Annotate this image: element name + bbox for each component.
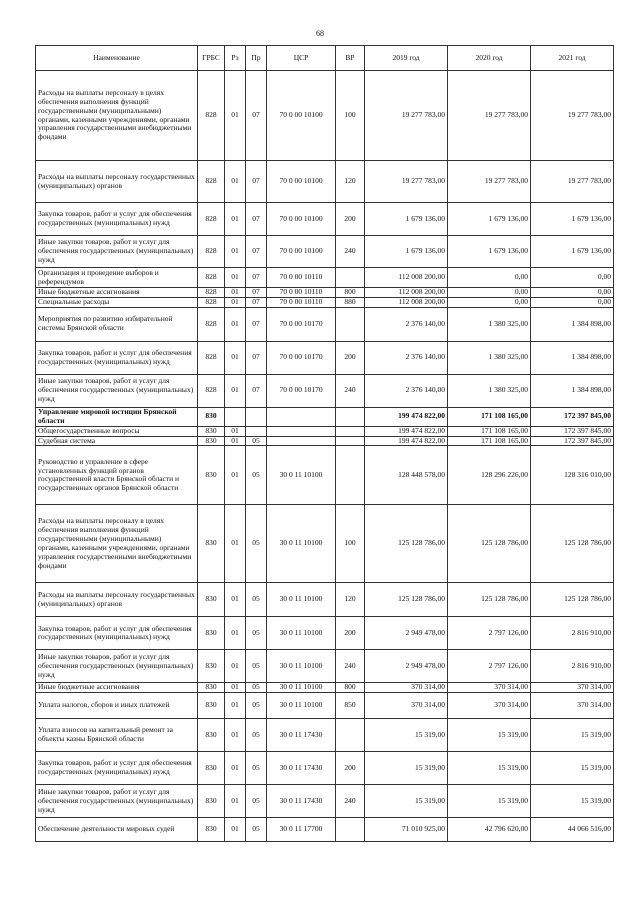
cell-csr: 70 0 00 10110 — [267, 288, 336, 298]
cell-rz — [225, 407, 246, 426]
cell-grbs: 828 — [198, 297, 225, 307]
cell-2021: 128 316 010,00 — [531, 446, 614, 505]
table-row — [36, 583, 614, 617]
cell-2019: 19 277 783,00 — [365, 71, 448, 161]
cell-rz: 01 — [225, 505, 246, 583]
cell-csr: 70 0 00 10100 — [267, 203, 336, 236]
cell-grbs: 830 — [198, 752, 225, 785]
cell-rz: 01 — [225, 683, 246, 693]
cell-vr: 880 — [336, 297, 365, 307]
cell-rz: 01 — [225, 268, 246, 288]
cell-rz: 01 — [225, 818, 246, 842]
cell-2019: 2 376 140,00 — [365, 307, 448, 341]
cell-pr — [246, 426, 267, 436]
cell-vr — [336, 426, 365, 436]
cell-2021: 172 397 845,00 — [531, 407, 614, 426]
cell-grbs: 828 — [198, 236, 225, 268]
cell-grbs: 830 — [198, 583, 225, 617]
cell-rz: 01 — [225, 752, 246, 785]
cell-rz: 01 — [225, 650, 246, 683]
cell-2020: 15 319,00 — [448, 719, 531, 752]
cell-2020: 42 796 620,00 — [448, 818, 531, 842]
table-row — [36, 288, 614, 298]
cell-2020: 171 108 165,00 — [448, 407, 531, 426]
cell-2020: 0,00 — [448, 288, 531, 298]
header-2020: 2020 год — [448, 46, 531, 71]
cell-rz: 01 — [225, 583, 246, 617]
cell-2019: 1 679 136,00 — [365, 203, 448, 236]
cell-grbs: 830 — [198, 407, 225, 426]
header-grbs: ГРБС — [198, 46, 225, 71]
cell-vr: 200 — [336, 203, 365, 236]
cell-rz: 01 — [225, 719, 246, 752]
cell-2019: 199 474 822,00 — [365, 426, 448, 436]
cell-csr: 30 0 11 10100 — [267, 683, 336, 693]
cell-2021: 2 816 910,00 — [531, 650, 614, 683]
cell-csr — [267, 436, 336, 446]
table-row — [36, 617, 614, 650]
table-row — [36, 297, 614, 307]
cell-2020: 15 319,00 — [448, 752, 531, 785]
cell-csr: 70 0 00 10170 — [267, 341, 336, 374]
cell-csr — [267, 407, 336, 426]
cell-2021: 0,00 — [531, 297, 614, 307]
cell-vr: 240 — [336, 650, 365, 683]
cell-2019: 19 277 783,00 — [365, 161, 448, 203]
cell-2020: 1 380 325,00 — [448, 307, 531, 341]
cell-2019: 15 319,00 — [365, 785, 448, 818]
cell-2021: 0,00 — [531, 268, 614, 288]
cell-2020: 15 319,00 — [448, 785, 531, 818]
cell-2020: 1 679 136,00 — [448, 236, 531, 268]
cell-grbs: 828 — [198, 288, 225, 298]
cell-2021: 1 384 898,00 — [531, 307, 614, 341]
cell-2019: 125 128 786,00 — [365, 505, 448, 583]
cell-pr: 07 — [246, 341, 267, 374]
header-csr: ЦСР — [267, 46, 336, 71]
table-row — [36, 650, 614, 683]
cell-2019: 2 376 140,00 — [365, 341, 448, 374]
cell-pr: 05 — [246, 436, 267, 446]
cell-rz: 01 — [225, 161, 246, 203]
cell-vr — [336, 307, 365, 341]
table-row — [36, 752, 614, 785]
cell-rz: 01 — [225, 203, 246, 236]
cell-rz: 01 — [225, 436, 246, 446]
cell-2019: 370 314,00 — [365, 693, 448, 719]
cell-2020: 2 797 126,00 — [448, 650, 531, 683]
header-2019: 2019 год — [365, 46, 448, 71]
table-row — [36, 505, 614, 583]
table-row — [36, 785, 614, 818]
cell-grbs: 830 — [198, 693, 225, 719]
cell-2020: 0,00 — [448, 268, 531, 288]
cell-grbs: 828 — [198, 203, 225, 236]
cell-name: Закупка товаров, работ и услуг для обеспечения государственных (муниципальных) нужд — [36, 752, 198, 785]
cell-2021: 15 319,00 — [531, 719, 614, 752]
cell-2019: 199 474 822,00 — [365, 407, 448, 426]
cell-vr: 100 — [336, 71, 365, 161]
cell-vr: 240 — [336, 374, 365, 407]
cell-2021: 1 679 136,00 — [531, 203, 614, 236]
cell-vr — [336, 818, 365, 842]
cell-2021: 370 314,00 — [531, 683, 614, 693]
cell-2020: 125 128 786,00 — [448, 505, 531, 583]
cell-grbs: 828 — [198, 268, 225, 288]
cell-grbs: 828 — [198, 71, 225, 161]
cell-vr: 120 — [336, 583, 365, 617]
cell-pr: 07 — [246, 236, 267, 268]
cell-pr: 05 — [246, 719, 267, 752]
cell-2020: 1 380 325,00 — [448, 341, 531, 374]
cell-vr: 800 — [336, 288, 365, 298]
cell-2021: 15 319,00 — [531, 752, 614, 785]
cell-csr: 30 0 11 17430 — [267, 785, 336, 818]
cell-name: Мероприятия по развитию избирательной системы Брянской области — [36, 307, 198, 341]
cell-2020: 370 314,00 — [448, 683, 531, 693]
table-row — [36, 407, 614, 426]
cell-2020: 171 108 165,00 — [448, 426, 531, 436]
cell-name: Закупка товаров, работ и услуг для обеспечения государственных (муниципальных) нужд — [36, 203, 198, 236]
cell-grbs: 830 — [198, 650, 225, 683]
cell-2020: 19 277 783,00 — [448, 71, 531, 161]
cell-2021: 1 384 898,00 — [531, 374, 614, 407]
cell-grbs: 830 — [198, 426, 225, 436]
header-2021: 2021 год — [531, 46, 614, 71]
cell-grbs: 830 — [198, 818, 225, 842]
table-row — [36, 683, 614, 693]
table-row — [36, 693, 614, 719]
cell-name: Специальные расходы — [36, 297, 198, 307]
cell-2020: 0,00 — [448, 297, 531, 307]
table-row — [36, 161, 614, 203]
cell-rz: 01 — [225, 374, 246, 407]
cell-grbs: 828 — [198, 307, 225, 341]
cell-vr: 850 — [336, 693, 365, 719]
cell-2019: 2 376 140,00 — [365, 374, 448, 407]
cell-vr: 100 — [336, 505, 365, 583]
cell-2021: 1 679 136,00 — [531, 236, 614, 268]
cell-csr: 30 0 11 10100 — [267, 446, 336, 505]
cell-pr: 07 — [246, 374, 267, 407]
cell-csr: 30 0 11 10100 — [267, 583, 336, 617]
cell-pr: 05 — [246, 683, 267, 693]
table-row — [36, 71, 614, 161]
cell-pr: 05 — [246, 693, 267, 719]
cell-2019: 112 008 200,00 — [365, 288, 448, 298]
cell-grbs: 830 — [198, 719, 225, 752]
cell-name: Закупка товаров, работ и услуг для обеспечения государственных (муниципальных) нужд — [36, 341, 198, 374]
table-row — [36, 307, 614, 341]
cell-2019: 128 448 578,00 — [365, 446, 448, 505]
cell-rz: 01 — [225, 617, 246, 650]
cell-2021: 0,00 — [531, 288, 614, 298]
cell-pr: 05 — [246, 617, 267, 650]
cell-vr: 240 — [336, 236, 365, 268]
cell-2020: 125 128 786,00 — [448, 583, 531, 617]
cell-pr: 05 — [246, 752, 267, 785]
cell-2019: 15 319,00 — [365, 719, 448, 752]
cell-csr: 70 0 00 10110 — [267, 268, 336, 288]
cell-name: Иные бюджетные ассигнования — [36, 288, 198, 298]
cell-2019: 71 010 925,00 — [365, 818, 448, 842]
cell-2021: 172 397 845,00 — [531, 436, 614, 446]
cell-csr: 30 0 11 10100 — [267, 693, 336, 719]
header-pr: Пр — [246, 46, 267, 71]
cell-pr: 05 — [246, 650, 267, 683]
cell-2021: 44 066 516,00 — [531, 818, 614, 842]
cell-rz: 01 — [225, 288, 246, 298]
cell-2020: 370 314,00 — [448, 693, 531, 719]
table-header-row — [36, 46, 614, 71]
cell-grbs: 830 — [198, 785, 225, 818]
cell-rz: 01 — [225, 297, 246, 307]
cell-2019: 1 679 136,00 — [365, 236, 448, 268]
cell-name: Иные закупки товаров, работ и услуг для обеспечения государственных (муниципальных) нужд — [36, 650, 198, 683]
cell-name: Уплата налогов, сборов и иных платежей — [36, 693, 198, 719]
cell-2021: 370 314,00 — [531, 693, 614, 719]
cell-vr: 240 — [336, 785, 365, 818]
page-number: 68 — [316, 29, 324, 38]
cell-csr: 70 0 00 10100 — [267, 161, 336, 203]
cell-name: Руководство и управление в сфере установленных функций органов государственной власти Брянской области и государственных органов Брянской области — [36, 446, 198, 505]
cell-csr: 30 0 11 17700 — [267, 818, 336, 842]
cell-csr: 30 0 11 17430 — [267, 719, 336, 752]
table-row — [36, 341, 614, 374]
cell-rz: 01 — [225, 446, 246, 505]
cell-2020: 2 797 126,00 — [448, 617, 531, 650]
cell-csr: 30 0 11 10100 — [267, 650, 336, 683]
cell-2021: 125 128 786,00 — [531, 505, 614, 583]
cell-rz: 01 — [225, 341, 246, 374]
cell-2021: 125 128 786,00 — [531, 583, 614, 617]
cell-2021: 19 277 783,00 — [531, 161, 614, 203]
cell-csr: 70 0 00 10170 — [267, 374, 336, 407]
cell-name: Иные закупки товаров, работ и услуг для обеспечения государственных (муниципальных) нужд — [36, 785, 198, 818]
table-row — [36, 236, 614, 268]
cell-2021: 1 384 898,00 — [531, 341, 614, 374]
cell-pr: 05 — [246, 818, 267, 842]
cell-vr: 200 — [336, 617, 365, 650]
cell-pr: 05 — [246, 583, 267, 617]
cell-2021: 19 277 783,00 — [531, 71, 614, 161]
cell-rz: 01 — [225, 785, 246, 818]
cell-2021: 2 816 910,00 — [531, 617, 614, 650]
cell-csr: 70 0 00 10170 — [267, 307, 336, 341]
cell-grbs: 828 — [198, 161, 225, 203]
table-row — [36, 719, 614, 752]
cell-vr: 200 — [336, 341, 365, 374]
cell-vr: 200 — [336, 752, 365, 785]
cell-grbs: 830 — [198, 505, 225, 583]
cell-grbs: 830 — [198, 683, 225, 693]
cell-2019: 112 008 200,00 — [365, 268, 448, 288]
cell-2021: 15 319,00 — [531, 785, 614, 818]
cell-csr: 30 0 11 10100 — [267, 505, 336, 583]
cell-name: Расходы на выплаты персоналу в целях обеспечения выполнения функций государственными (муниципальными) органами, казенными учреждениями, органами управления государственными внебюджетными фондами — [36, 505, 198, 583]
table-row — [36, 818, 614, 842]
table-row — [36, 436, 614, 446]
header-rz: Рз — [225, 46, 246, 71]
cell-grbs: 828 — [198, 341, 225, 374]
budget-table — [35, 45, 614, 842]
cell-vr — [336, 446, 365, 505]
cell-rz: 01 — [225, 71, 246, 161]
cell-name: Обеспечение деятельности мировых судей — [36, 818, 198, 842]
cell-rz: 01 — [225, 236, 246, 268]
cell-name: Организация и проведение выборов и референдумов — [36, 268, 198, 288]
cell-2020: 171 108 165,00 — [448, 436, 531, 446]
cell-name: Общегосударственные вопросы — [36, 426, 198, 436]
cell-vr: 800 — [336, 683, 365, 693]
cell-pr: 05 — [246, 446, 267, 505]
cell-name: Управление мировой юстиции Брянской области — [36, 407, 198, 426]
cell-2020: 19 277 783,00 — [448, 161, 531, 203]
cell-name: Расходы на выплаты персоналу государственных (муниципальных) органов — [36, 583, 198, 617]
cell-2019: 15 319,00 — [365, 752, 448, 785]
table-row — [36, 203, 614, 236]
cell-vr: 120 — [336, 161, 365, 203]
cell-pr: 07 — [246, 268, 267, 288]
cell-2019: 2 949 478,00 — [365, 617, 448, 650]
table-row — [36, 426, 614, 436]
cell-grbs: 830 — [198, 446, 225, 505]
cell-2019: 125 128 786,00 — [365, 583, 448, 617]
cell-vr — [336, 407, 365, 426]
cell-name: Иные закупки товаров, работ и услуг для обеспечения государственных (муниципальных) нужд — [36, 236, 198, 268]
cell-pr: 07 — [246, 203, 267, 236]
table-row — [36, 446, 614, 505]
cell-csr: 70 0 00 10100 — [267, 236, 336, 268]
header-name: Наименование — [36, 46, 198, 71]
cell-vr — [336, 719, 365, 752]
cell-vr — [336, 436, 365, 446]
cell-name: Расходы на выплаты персоналу государственных (муниципальных) органов — [36, 161, 198, 203]
cell-pr: 07 — [246, 297, 267, 307]
table-body — [36, 71, 614, 842]
cell-csr: 30 0 11 17430 — [267, 752, 336, 785]
cell-csr: 70 0 00 10110 — [267, 297, 336, 307]
cell-rz: 01 — [225, 693, 246, 719]
cell-2019: 112 008 200,00 — [365, 297, 448, 307]
cell-csr: 30 0 11 10100 — [267, 617, 336, 650]
cell-2019: 370 314,00 — [365, 683, 448, 693]
cell-grbs: 828 — [198, 374, 225, 407]
cell-pr: 07 — [246, 71, 267, 161]
cell-csr: 70 0 00 10100 — [267, 71, 336, 161]
cell-2020: 128 296 226,00 — [448, 446, 531, 505]
cell-name: Закупка товаров, работ и услуг для обеспечения государственных (муниципальных) нужд — [36, 617, 198, 650]
cell-grbs: 830 — [198, 617, 225, 650]
cell-name: Уплата взносов на капитальный ремонт за объекты казны Брянской области — [36, 719, 198, 752]
cell-name: Иные закупки товаров, работ и услуг для обеспечения государственных (муниципальных) нужд — [36, 374, 198, 407]
cell-2019: 199 474 822,00 — [365, 436, 448, 446]
cell-name: Иные бюджетные ассигнования — [36, 683, 198, 693]
cell-vr — [336, 268, 365, 288]
header-vr: ВР — [336, 46, 365, 71]
cell-2019: 2 949 478,00 — [365, 650, 448, 683]
cell-pr: 07 — [246, 161, 267, 203]
cell-pr: 07 — [246, 288, 267, 298]
cell-csr — [267, 426, 336, 436]
cell-rz: 01 — [225, 426, 246, 436]
cell-pr: 05 — [246, 505, 267, 583]
cell-name: Судебная система — [36, 436, 198, 446]
cell-grbs: 830 — [198, 436, 225, 446]
cell-pr: 05 — [246, 785, 267, 818]
cell-2020: 1 380 325,00 — [448, 374, 531, 407]
cell-pr — [246, 407, 267, 426]
table-row — [36, 374, 614, 407]
cell-rz: 01 — [225, 307, 246, 341]
table-row — [36, 268, 614, 288]
cell-2021: 172 397 845,00 — [531, 426, 614, 436]
cell-pr: 07 — [246, 307, 267, 341]
cell-name: Расходы на выплаты персоналу в целях обеспечения выполнения функций государственными (муниципальными) органами, казенными учреждениями, органами управления государственными внебюджетными фондами — [36, 71, 198, 161]
cell-2020: 1 679 136,00 — [448, 203, 531, 236]
